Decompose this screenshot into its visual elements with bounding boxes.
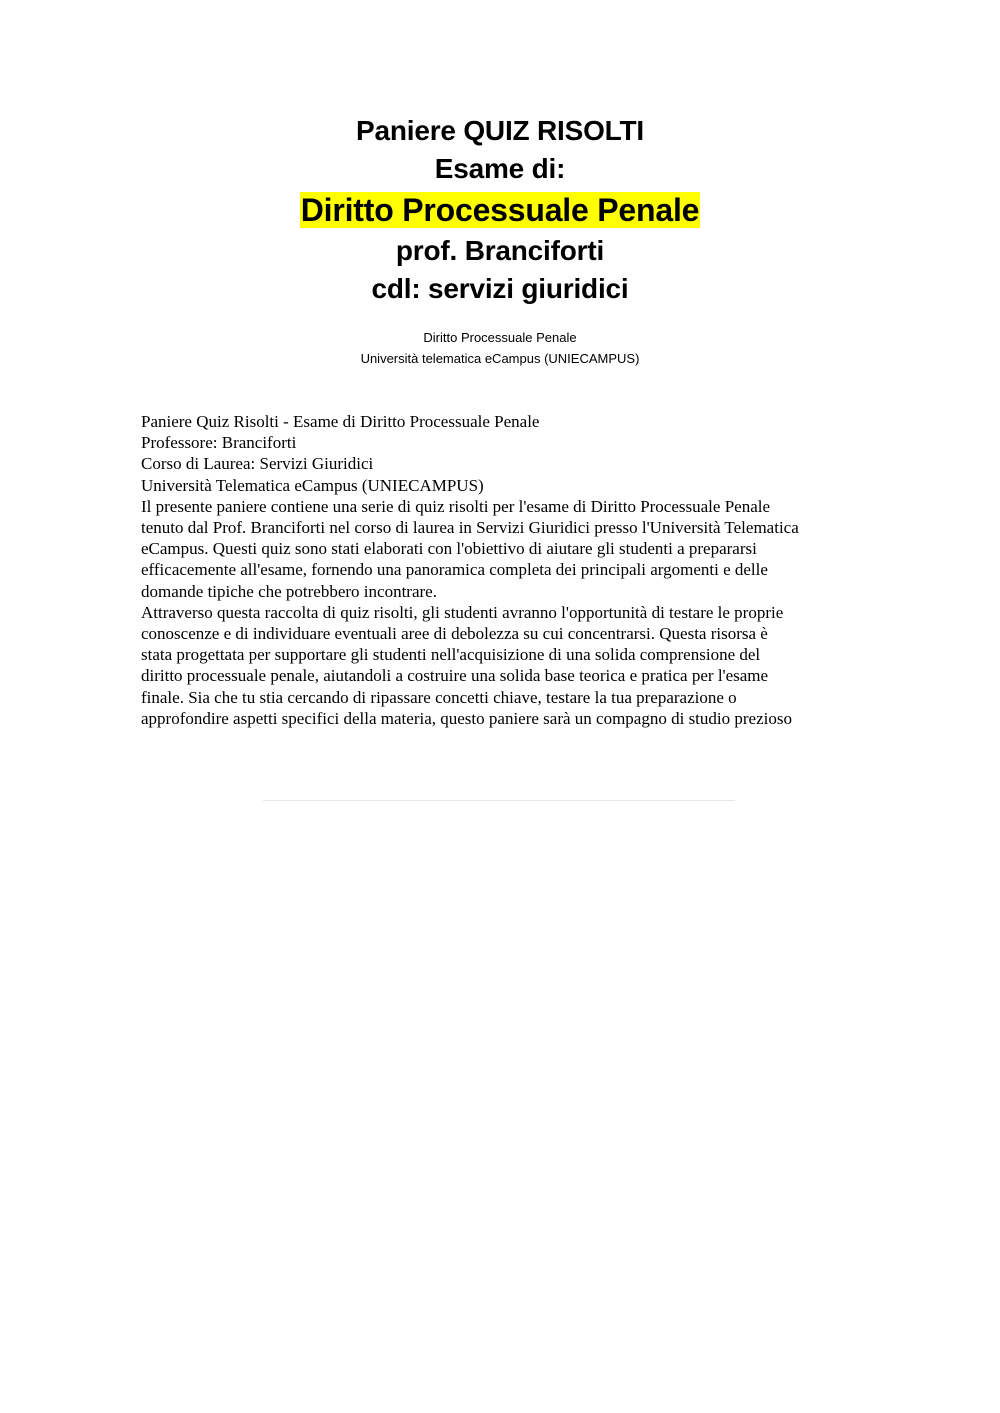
body-line: efficacemente all'esame, fornendo una panoramica completa dei principali argomenti e delle: [141, 560, 768, 580]
title-block: [0, 112, 1000, 308]
body-text: [141, 411, 871, 729]
body-line: domande tipiche che potrebbero incontrare.: [141, 581, 437, 601]
divider: [263, 800, 735, 801]
body-line: Il presente paniere contiene una serie di quiz risolti per l'esame di Diritto Processuale Penale: [141, 496, 771, 516]
body-line: stata progettata per supportare gli studenti nell'acquisizione di una solida comprensione del: [141, 645, 761, 665]
title-professor: prof. Branciforti: [395, 235, 605, 266]
title-subject: [0, 188, 1000, 232]
body-line: Attraverso questa raccolta di quiz risolti, gli studenti avranno l'opportunità di testare le proprie: [141, 602, 784, 622]
subtitle-block: [0, 327, 1000, 369]
body-line: approfondire aspetti specifici della materia, questo paniere sarà un compagno di studio prezioso: [141, 708, 792, 728]
subtitle-university: Università telematica eCampus (UNIECAMPUS): [360, 351, 640, 366]
subtitle-subject: Diritto Processuale Penale: [423, 330, 577, 345]
body-line: Università Telematica eCampus (UNIECAMPUS): [141, 475, 484, 495]
body-line: eCampus. Questi quiz sono stati elaborati con l'obiettivo di aiutare gli studenti a prepararsi: [141, 539, 757, 559]
title-line-paniere: Paniere QUIZ RISOLTI: [356, 115, 644, 146]
body-line: Paniere Quiz Risolti - Esame di Diritto Processuale Penale: [141, 412, 540, 431]
body-line: diritto processuale penale, aiutandoli a costruire una solida base teorica e pratica per l'esame: [141, 666, 769, 686]
highlighted-subject: Diritto Processuale Penale: [300, 192, 700, 228]
body-line: Professore: Branciforti: [141, 433, 297, 453]
body-line: finale. Sia che tu stia cercando di ripassare concetti chiave, testare la tua preparazione o: [141, 687, 737, 707]
title-course: cdl: servizi giuridici: [371, 273, 629, 304]
title-line-esame: Esame di:: [434, 153, 566, 184]
body-line: Corso di Laurea: Servizi Giuridici: [141, 454, 374, 474]
body-line: tenuto dal Prof. Branciforti nel corso di laurea in Servizi Giuridici presso l'Università Telematica: [141, 518, 799, 538]
body-line: conoscenze e di individuare eventuali aree di debolezza su cui concentrarsi. Questa risorsa è: [141, 624, 768, 644]
